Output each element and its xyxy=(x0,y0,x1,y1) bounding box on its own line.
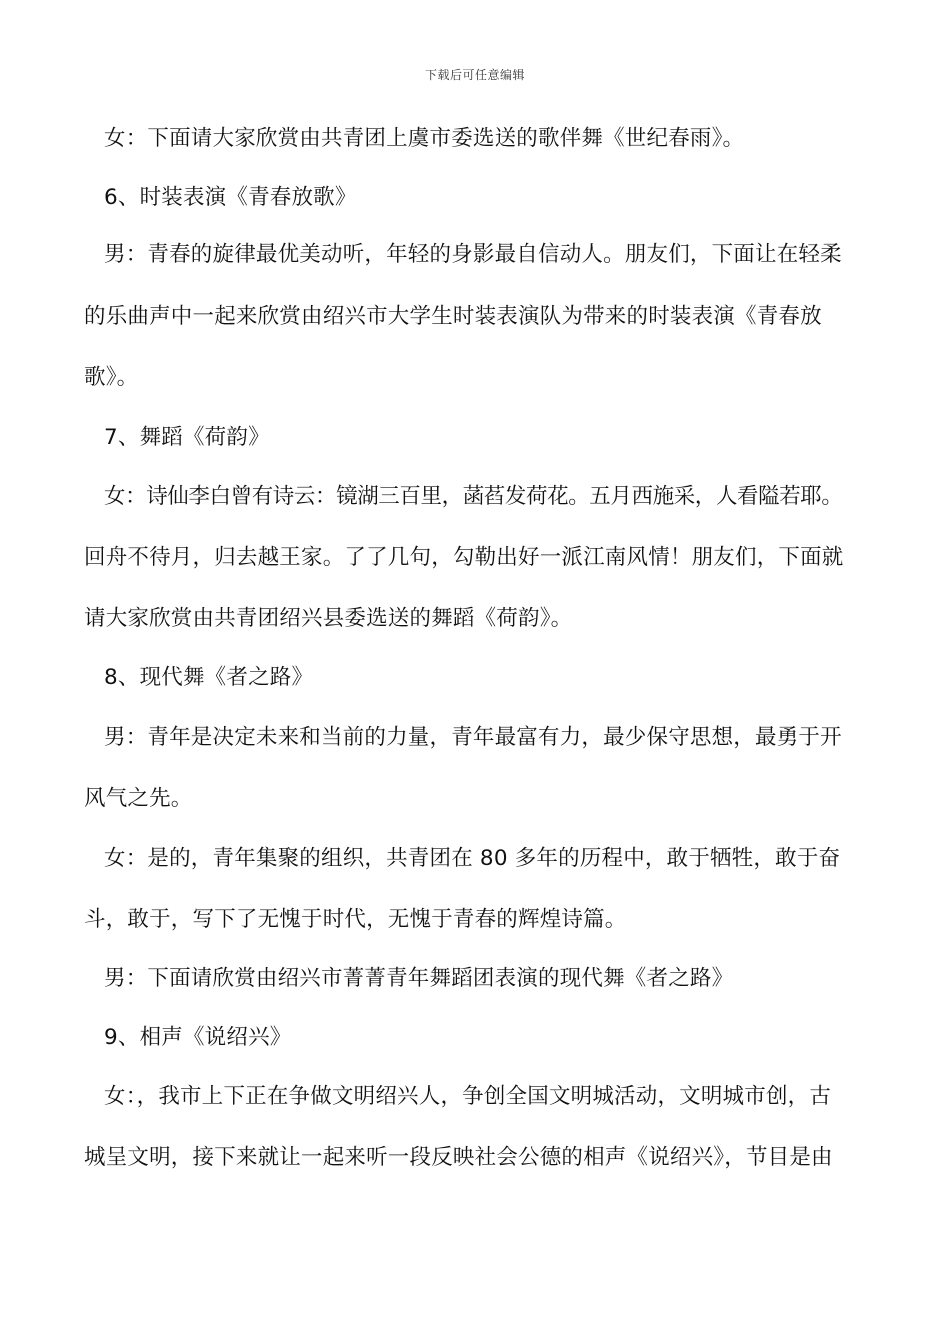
paragraph-line: 风气之先。 xyxy=(84,786,193,811)
section-heading: 9、相声《说绍兴》 xyxy=(104,1025,292,1050)
paragraph-line: 女：是的，青年集聚的组织，共青团在 80 多年的历程中，敢于牺牲，敢于奋 xyxy=(104,846,841,871)
paragraph-line: 男：青春的旋律最优美动听，年轻的身影最自信动人。朋友们，下面让在轻柔 xyxy=(104,242,842,267)
paragraph-line: 男：青年是决定未来和当前的力量，青年最富有力，最少保守思想，最勇于开 xyxy=(104,725,842,750)
paragraph-line: 请大家欣赏由共青团绍兴县委选送的舞蹈《荷韵》。 xyxy=(84,606,573,631)
section-heading: 6、时装表演《青春放歌》 xyxy=(104,185,357,210)
page-header: 下载后可任意编辑 xyxy=(424,68,525,82)
paragraph-line: 女：，我市上下正在争做文明绍兴人，争创全国文明城活动，文明城市创，古 xyxy=(104,1084,832,1109)
paragraph-line: 斗，敢于，写下了无愧于时代，无愧于青春的辉煌诗篇。 xyxy=(84,907,627,932)
paragraph-line: 女：诗仙李白曾有诗云：镜湖三百里，菡萏发荷花。五月西施采，人看隘若耶。 xyxy=(104,484,843,509)
section-heading: 8、现代舞《者之路》 xyxy=(104,665,314,690)
section-heading: 7、舞蹈《荷韵》 xyxy=(104,425,270,450)
paragraph-line: 歌》。 xyxy=(84,365,139,390)
paragraph-line: 城呈文明，接下来就让一起来听一段反映社会公德的相声《说绍兴》，节目是由 xyxy=(84,1145,833,1170)
paragraph-line: 的乐曲声中一起来欣赏由绍兴市大学生时装表演队为带来的时装表演《青春放 xyxy=(84,304,822,329)
paragraph-line: 男：下面请欣赏由绍兴市菁菁青年舞蹈团表演的现代舞《者之路》 xyxy=(104,966,734,991)
paragraph-line: 女：下面请大家欣赏由共青团上虞市委选送的歌伴舞《世纪春雨》。 xyxy=(104,126,745,151)
paragraph-line: 回舟不待月，归去越王家。了了几句，勾勒出好一派江南风情！朋友们，下面就 xyxy=(84,545,844,570)
